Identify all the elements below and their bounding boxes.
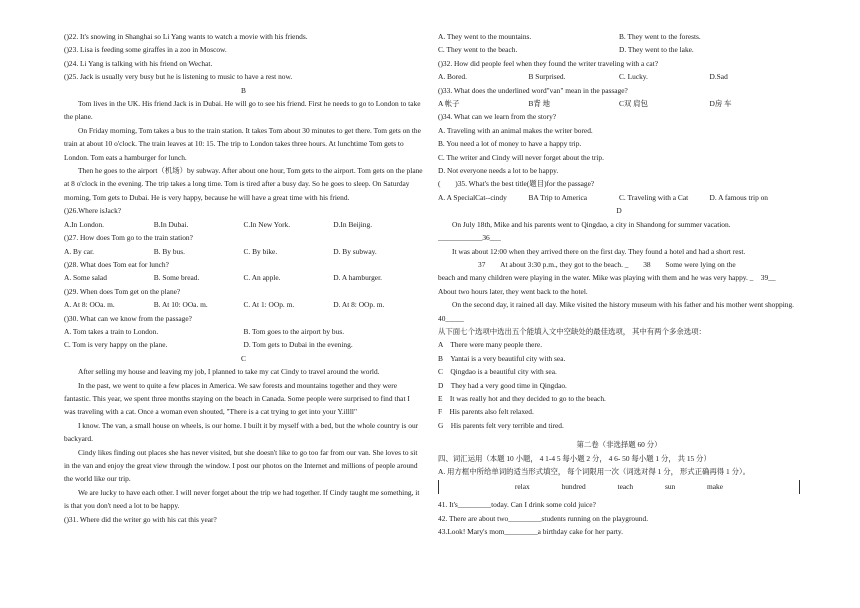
question-30-options-row-1 — [64, 325, 423, 338]
question-24: ()24. Li Yang is talking with his friend on Wechat. — [64, 58, 213, 68]
question-41: 41. It's_________today. Can I drink some cold juice? — [438, 500, 596, 510]
option-c[interactable]: C. Lucky. — [619, 72, 648, 82]
option-b[interactable]: B. They went to the forests. — [619, 32, 701, 41]
choice-g: G His parents felt very terrible and tired. — [438, 420, 564, 430]
word: sun — [664, 482, 676, 492]
left-column — [64, 30, 423, 526]
option-c[interactable]: C. Tom is very happy on the plane. — [64, 340, 168, 350]
option-d[interactable]: D房 车 — [709, 99, 732, 109]
part-2-title: 第二卷（非选择题 60 分） — [576, 440, 662, 450]
option-d[interactable]: D. By subway. — [333, 246, 377, 256]
question-28: ()28. What does Tom eat for lunch? — [64, 259, 169, 269]
choice-a: A There were many people there. — [438, 340, 543, 350]
passage-b-paragraph-2: On Friday morning, Tom takes a bus to the train station. It takes Tom about 30 minutes to get there. Tom gets on the train at about 10 o'clock. The train leaves at 10: 15. The trip to London takes three hours. At lunchtime Tom gets to London. Tom eats a hamburger for lunch. — [64, 125, 421, 162]
passage-b-paragraph-1: Tom lives in the UK. His friend Jack is in Dubai. He will go to see his friend. First he needs to go to London to take the plane. — [64, 99, 421, 122]
option-b[interactable]: B. By bus. — [153, 246, 185, 256]
word-box — [438, 480, 800, 494]
question-43: 43.Look! Mary's mom_________a birthday cake for her party. — [438, 527, 623, 537]
section-b-heading: B — [241, 85, 246, 95]
section-4-a-instruction: A. 用方框中所给单词的适当形式填空， 每个词限用一次（词选对得 1 分， 形式正确再得 1 分）。 — [438, 467, 751, 476]
option-c[interactable]: C.In New York. — [243, 219, 291, 229]
question-31: ()31. Where did the writer go with his cat this year? — [64, 514, 217, 524]
word: hundred — [561, 482, 586, 492]
option-a[interactable]: A. By car. — [64, 246, 94, 256]
option-d[interactable]: D. A hamburger. — [333, 273, 382, 283]
passage-d-paragraph-3a: 37 At about 3:30 p.m., they got to the beach. _ 38 Some were lying on the — [478, 259, 736, 269]
option-c[interactable]: C. At 1: OOp. m. — [243, 300, 295, 310]
passage-d-paragraph-4: On the second day, it rained all day. Mike visited the history museum with his father and his mother went shopping. 40_____ — [438, 300, 809, 323]
option-a[interactable]: A. A SpecialCat--cindy — [438, 192, 507, 202]
option-d[interactable]: D. At 8: OOp. m. — [333, 300, 385, 310]
option-b[interactable]: B.In Dubai. — [153, 219, 189, 229]
question-29: ()29. When does Tom get on the plane? — [64, 286, 181, 296]
option-a[interactable]: A. Some salad — [64, 273, 107, 283]
option-d[interactable]: D. Not everyone needs a lot to be happy. — [438, 166, 559, 176]
passage-c-paragraph-4: Cindy likes finding out places she has never visited, but she doesn't like to go too far from our van. She loves to sit in the van and enjoy the great view through the window. I post our photos on the Internet and millions of people around the world like our trip. — [64, 447, 418, 484]
question-31-options-row-1 — [438, 30, 800, 43]
option-c[interactable]: C. Traveling with a Cat — [619, 192, 689, 202]
option-b[interactable]: B. You need a lot of money to have a happy trip. — [438, 139, 582, 149]
passage-c-paragraph-2: In the past, we went to quite a few places in America. We saw forests and mountains together and they were fantastic. This year, we spent three months staying on the beach in Canada. Some people were surprised to find that I was traveling with a cat. Once a woman even shouted, "There is a cat trying to get into your Y.illll" — [64, 380, 410, 417]
option-c[interactable]: C. By bike. — [243, 246, 278, 256]
question-32-options — [438, 70, 800, 83]
question-30: ()30. What can we know from the passage? — [64, 313, 192, 323]
question-32: ()32. How did people feel when they found the writer traveling with a cat? — [438, 58, 659, 68]
passage-d-paragraph-3b: beach and many children were playing in the water. Mike was playing with them and he was very happy. _ 39__ About two hours later, they went back to the hotel. — [438, 273, 783, 296]
choice-d: D They had a very good time in Qingdao. — [438, 380, 567, 390]
option-d[interactable]: D. A famous trip on — [709, 192, 769, 202]
section-c-heading: C — [241, 353, 246, 363]
question-29-options — [64, 298, 423, 311]
question-33-options — [438, 97, 800, 110]
question-25: ()25. Jack is usually very busy but he is listening to music to have a rest now. — [64, 72, 293, 82]
passage-c-paragraph-3: I know. The van, a small house on wheels, is our home. I built it by myself with a bed, but the whole country is our backyard. — [64, 420, 419, 444]
option-b[interactable]: B背 地 — [528, 99, 551, 109]
question-35: ( )35. What's the best title(题目)for the passage? — [438, 179, 595, 189]
option-a[interactable]: A. They went to the mountains. — [438, 32, 532, 41]
option-c[interactable]: C. They went to the beach. — [438, 45, 518, 55]
option-c[interactable]: C. The writer and Cindy will never forget about the trip. — [438, 152, 604, 162]
question-23: ()23. Lisa is feeding some giraffes in a zoo in Moscow. — [64, 45, 227, 55]
option-d[interactable]: D. They went to the lake. — [619, 45, 694, 55]
option-b[interactable]: B Surprised. — [528, 72, 566, 82]
blank-36: ____________36___ — [438, 233, 501, 243]
question-42: 42. There are about two_________students running on the playground. — [438, 513, 649, 523]
option-b[interactable]: B. Tom goes to the airport by bus. — [243, 326, 345, 336]
question-28-options — [64, 271, 423, 284]
choice-c: C Qingdao is a beautiful city with sea. — [438, 367, 557, 377]
option-d[interactable]: D. Tom gets to Dubai in the evening. — [243, 340, 353, 350]
option-d[interactable]: D.Sad — [709, 72, 728, 82]
passage-d-paragraph-2: It was about 12:00 when they arrived there on the first day. They found a hotel and had a short rest. — [452, 246, 746, 256]
question-27-options — [64, 245, 423, 258]
instruction: 从下面七个选项中选出五个能填入文中空缺处的最佳选项， 其中有两个多余选项： — [438, 326, 706, 336]
word: teach — [617, 482, 634, 492]
question-30-options-row-2 — [64, 338, 423, 351]
question-34: ()34. What can we learn from the story? — [438, 112, 557, 122]
word: relax — [514, 482, 530, 492]
passage-c-paragraph-1: After selling my house and leaving my job, I planned to take my cat Cindy to travel around the world. — [78, 367, 380, 377]
choice-f: F His parents also felt relaxed. — [438, 407, 534, 417]
question-27: ()27. How does Tom go to the train station? — [64, 233, 193, 243]
choice-b: B Yantai is a very beautiful city with sea. — [438, 353, 566, 363]
option-a[interactable]: A. Traveling with an animal makes the writer bored. — [438, 125, 593, 135]
question-31-options-row-2 — [438, 43, 800, 56]
question-22: ()22. It's snowing in Shanghai so Li Yang wants to watch a movie with his friends. — [64, 32, 308, 41]
option-a[interactable]: A.In London. — [64, 219, 105, 229]
section-4-title: 四、词汇运用（本题 10 小题， 4 1-4 5 每小题 2 分， 4 6- 50 每小题 1 分， 共 15 分） — [438, 453, 711, 463]
option-d[interactable]: D.In Beijing. — [333, 219, 373, 229]
choice-e: E It was really hot and they decided to go to the beach. — [438, 393, 606, 403]
option-b[interactable]: B. Some bread. — [153, 273, 200, 283]
option-c[interactable]: C双 肩包 — [619, 99, 648, 109]
option-a[interactable]: A. Bored. — [438, 72, 467, 82]
question-26-options — [64, 218, 423, 231]
option-a[interactable]: A. Tom takes a train to London. — [64, 326, 159, 336]
right-column — [438, 30, 809, 539]
question-33: ()33. What does the underlined word"van" mean in the passage? — [438, 85, 628, 95]
option-a[interactable]: A 帐子 — [438, 99, 460, 109]
question-26: ()26.Where isJack? — [64, 206, 122, 216]
option-a[interactable]: A. At 8: OOa. m. — [64, 300, 115, 310]
option-b[interactable]: BA Trip to America — [528, 192, 588, 202]
passage-d-paragraph-1: On July 18th, Mike and his parents went to Qingdao, a city in Shandong for summer vacation. — [452, 219, 731, 229]
question-35-options — [438, 191, 800, 204]
option-b[interactable]: B. At 10: OOa. m. — [153, 300, 208, 310]
word: make — [707, 482, 724, 492]
passage-b-paragraph-3: Then he goes to the airport（机场）by subway. After about one hour, Tom gets to the airport. Tom gets on the plane at 8 o'clock in the evening. The trip takes a long time. Tom is tired after a busy day. So he goes to sleep. On Saturday morning, Tom gets to Dubai. He is very happy, because he will have a great time with his friend. — [64, 166, 423, 202]
section-d-heading: D — [616, 206, 622, 216]
option-c[interactable]: C. An apple. — [243, 273, 281, 283]
passage-c-paragraph-5: We are lucky to have each other. I will never forget about the trip we had together. If Cindy taught me something, it is that you don't need a lot to be happy. — [64, 487, 420, 511]
